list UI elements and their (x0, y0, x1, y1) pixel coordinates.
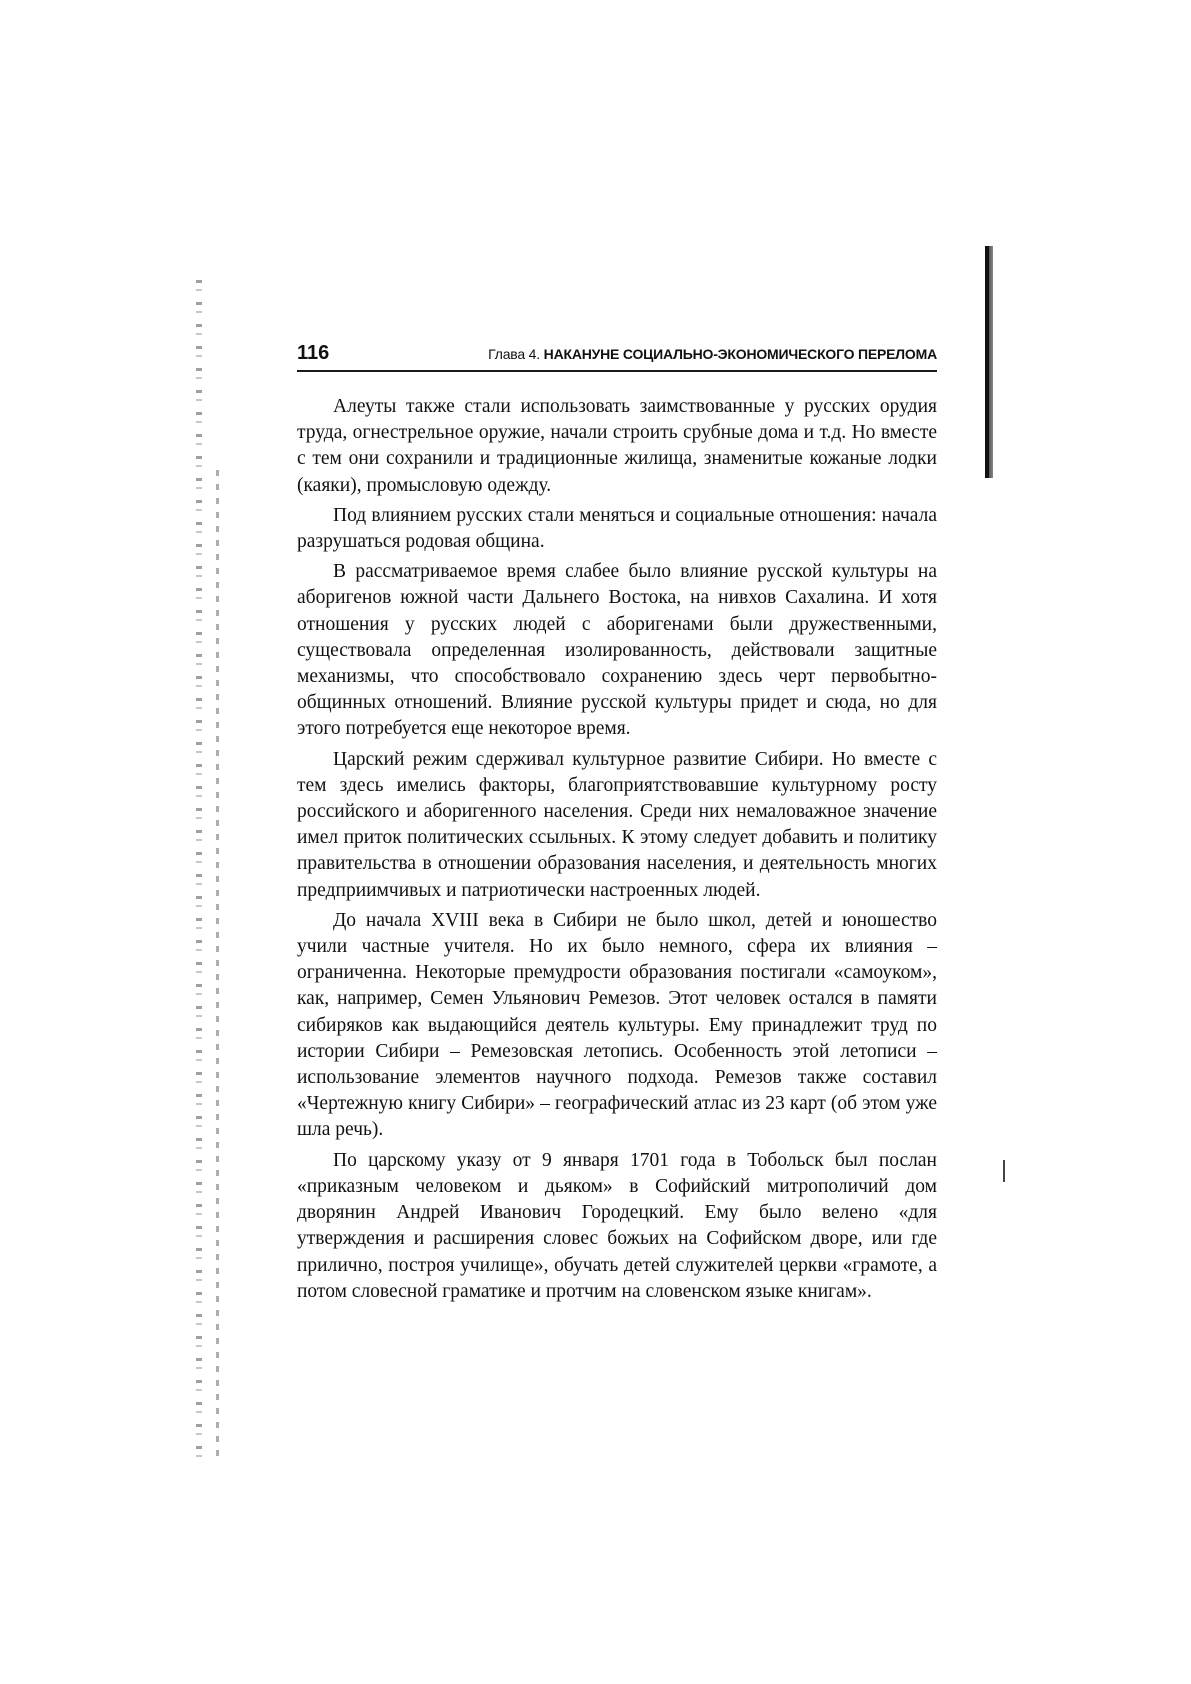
paragraph: До начала XVIII века в Сибири не было школ, детей и юношество учили частные учителя. Но их было немного, сфера их влияния – ограниченна. Некоторые премудрости образования постигали «самоуком», как, например, Семен Ульянович Ремезов. Этот человек остался в памяти сибиряков как выдающийся деятель культуры. Ему принадлежит труд по истории Сибири – Ремезовская летопись. Особенность этой летописи – использование элементов научного подхода. Ремезов также составил «Чертежную книгу Сибири» – географический атлас из 23 карт (об этом уже шла речь). (297, 909, 937, 1141)
paragraph: Алеуты также стали использовать заимствованные у русских орудия труда, огнестрельное оружие, начали строить срубные дома и т.д. Но вместе с тем они сохранили и традиционные жилища, знаменитые кожаные лодки (каяки), промысловую одежду. (297, 396, 937, 496)
scan-artifact-left-edge-inner (216, 470, 219, 1460)
body-text (297, 394, 937, 1309)
paragraph: Царский режим сдерживал культурное развитие Сибири. Но вместе с тем здесь имелись факторы, благоприятствовавшие культурному росту российского и аборигенного населения. Среди них немаловажное значение имел приток политических ссыльных. К этому следует добавить и политику правительства в отношении образования населения, и деятельность многих предприимчивых и патриотически настроенных людей. (297, 748, 937, 901)
chapter-title: НАКАНУНЕ СОЦИАЛЬНО-ЭКОНОМИЧЕСКОГО ПЕРЕЛОМА (543, 346, 937, 362)
chapter-prefix: Глава 4. (488, 346, 540, 362)
chapter-running-head (488, 346, 937, 362)
paragraph: В рассматриваемое время слабее было влияние русской культуры на аборигенов южной части Дальнего Востока, на нивхов Сахалина. И хотя отношения у русских людей с аборигенами были дружественными, существовала определенная изолированность, действовали защитные механизмы, что способствовало сохранению здесь черт первобытно-общинных отношений. Влияние русской культуры придет и сюда, но для этого потребуется еще некоторое время. (297, 561, 937, 740)
paragraph: Под влиянием русских стали меняться и социальные отношения: начала разрушаться родовая община. (297, 504, 937, 553)
scan-artifact-right-edge (985, 246, 993, 478)
paragraph: По царскому указу от 9 января 1701 года в Тобольск был послан «приказным человеком и дьяком» в Софийский митрополичий дом дворянин Андрей Иванович Городецкий. Ему было велено «для утверждения и расширения словес божьих на Софийском дворе, или где прилично, построя училище», обучать детей служителей церкви «грамоте, а потом словесной граматике и протчим на словенском языке книгам». (297, 1149, 937, 1302)
scan-artifact-left-edge (196, 280, 202, 1460)
running-header (297, 340, 937, 372)
scan-artifact-right-mark (1003, 1160, 1005, 1182)
page-number: 116 (297, 342, 330, 364)
